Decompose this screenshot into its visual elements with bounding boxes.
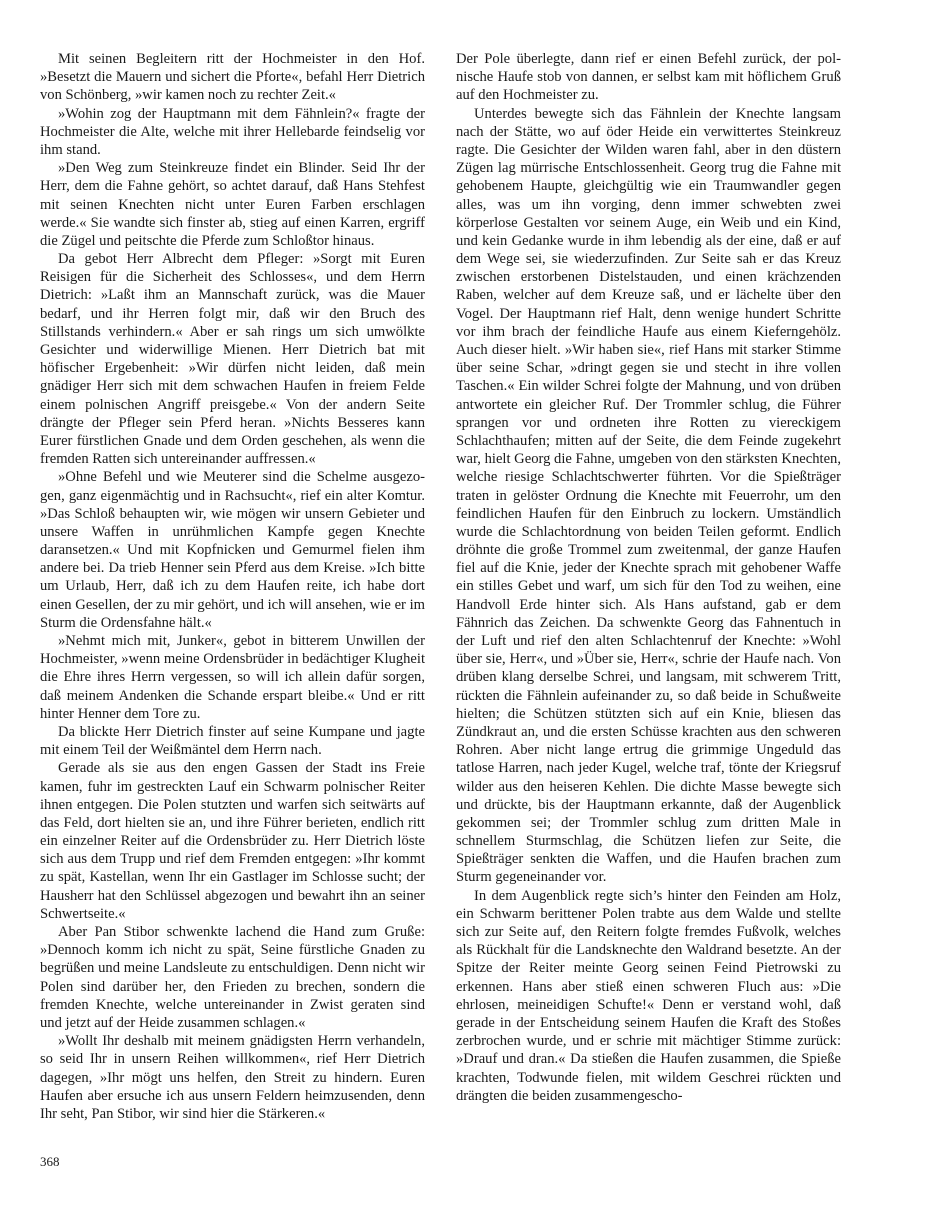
paragraph: Aber Pan Stibor schwenkte lachend die Hand zum Gruße: »Dennoch komm ich nicht zu spät, Seine fürstliche Gnaden zu begrüßen und meine Landsleute zu entschuldigen. Denn nicht wir Polen sind darüber her, den Frieden zu brechen, sondern die fremden Knechte, welche untereinander in Zwist geraten sind und jetzt auf der Heide zusammen schlagen.« [40,924,425,1031]
paragraph: »Wollt Ihr deshalb mit meinem gnädigsten Herrn verhandeln, so seid Ihr in unsern Reihen willkommen«, rief Herr Dietrich dagegen, »Ihr mögt uns helfen, den Streit zu hindern. Euren Haufen aber ersuche ich aus unsern Feldern heimzusenden, denn Ihr seht, Pan Stibor, wir sind hier die Stärkeren.« [40,1033,425,1122]
paragraph: »Den Weg zum Steinkreuze findet ein Blinder. Seid Ihr der Herr, dem die Fahne gehört, so achtet darauf, daß Hans Stehfest mit seinen Knechten nicht unter Euren Farben erschlagen werde.« Sie wandte sich finster ab, stieg auf einen Karren, ergriff die Zügel und peitschte die Pferde zum Schloßtor hinaus. [40,160,425,249]
paragraph: Da blickte Herr Dietrich finster auf seine Kumpane und jagte mit einem Teil der Weißmäntel dem Herrn nach. [40,723,425,759]
paragraph-continued: Der Pole überlegte, dann rief er einen Befehl zurück, der polnische Haufe stob von dannen, er selbst kam mit höflichem Gruß auf den Hochmeister zu. [456,51,841,104]
right-column [456,50,841,1105]
paragraph: Da gebot Herr Albrecht dem Pfleger: »Sorgt mit Euren Reisigen für die Sicherheit des Schlosses«, und dem Herrn Dietrich: »Laßt ihm an Mannschaft zurück, was die Mauer bedarf, und ihr Herren folgt mir, daß wir den Bruch des Stillstands verhindern.« Aber er sah rings um sich umwölkte Gesichter und widerwillige Mienen. Herr Dietrich bat mit höfischer Ergebenheit: »Wir dürfen nicht leiden, daß mein gnädiger Herr sich mit dem schwachen Haufen in freiem Felde einem polnischen Angriff preisgebe.« Von der andern Seite drängte der Pfleger sein Pferd heran. »Nichts Besseres kann Eurer fürstlichen Gnade und dem Orden geschehen, als wenn die fremden Ratten sich untereinander auffressen.« [40,251,425,468]
paragraph: In dem Augenblick regte sich’s hinter den Feinden am Holz, ein Schwarm berittener Polen trabte aus dem Walde und stellte sich zur Seite auf, den Reitern folgte fremdes Fußvolk, welches als Rückhalt für die Landsknechte den Waldrand besetzte. An der Spitze der Reiter meinte Georg seinen Feind Pietrowski zu erkennen. Hans aber stieß einen schweren Fluch aus: »Die ehrlosen, meineidigen Schufte!« Denn er verstand wohl, daß gerade in der Entscheidung seinem Haufen die Kraft des Stoßes zerbrochen wurde, und er schrie mit mächtiger Stimme zurück: »Drauf und dran.« Da stießen die Haufen zusammen, die Spieße krachten, Todwunde fielen, mit wildem Geschrei rückten und drängten die beiden zusammengescho- [456,887,841,1104]
paragraph: Gerade als sie aus den engen Gassen der Stadt ins Freie kamen, fuhr im gestreckten Lauf ein Schwarm polnischer Reiter ihnen entgegen. Die Polen stutzten und warfen sich seitwärts auf das Feld, dort hielten sie an, und ihre Führer berieten, endlich ritt ein einzelner Reiter auf die Ordensbrüder zu. Herr Dietrich löste sich aus dem Trupp und rief dem Fremden entgegen: »Ihr kommt zu spät, Kastellan, wenn Ihr ein Gastlager im Schlosse sucht; der Hausherr hat den Schlüssel abgezogen und bewahrt ihn an seiner Schwertseite.« [40,760,425,922]
left-column [40,50,425,1123]
page-number: 368 [40,1154,60,1169]
paragraph: »Ohne Befehl und wie Meuterer sind die Schelme ausgezogen, ganz eigenmächtig und in Rachsucht«, rief ein alter Komtur. »Das Schloß behaupten wir, wie mögen wir unsern Gebieter und unsere Waffen in unrühmlichen Kampfe gegen Knechte daransetzen.« Und mit Kopfnicken und Gemurmel fielen ihm andere bei. Da trieb Henner sein Pferd aus dem Kreise. »Ich bitte um Urlaub, Herr, daß ich zu dem Haufen reite, ich habe dort einen Gesellen, der zu mir gehört, und ich will ansehen, wie er im Sturm die Ordensfahne hält.« [40,469,425,631]
paragraph: Unterdes bewegte sich das Fähnlein der Knechte langsam nach der Stätte, wo auf öder Heide ein verwittertes Steinkreuz ragte. Die Gesichter der Wilden waren fahl, aber in den düstern Zügen lag mürrische Entschlossenheit. Georg trug die Fahne mit gehobenem Haupte, gleichgültig wie ein Traumwandler gegen alles, was um ihn vorging, denn immer schwebten zwei körperlose Gestalten vor seinem Auge, ein Weib und ein Kind, und kein Gedanke wurde in ihm lebendig als der eine, daß er auf dem Wege sei, sie wiederzufinden. Zur Seite sah er das Kreuz zwischen erstorbenen Distelstauden, und einen krächzenden Raben, welcher auf dem Kreuze saß, und er lächelte über den Vogel. Der Hauptmann rief Halt, denn wenige hundert Schritte vor ihm brach der feindliche Haufe aus einem Kieferngehölz. Auch dieser hielt. »Wir haben sie«, rief Hans mit starker Stimme über seine Schar, »dringt gegen sie und stecht in ihre vollen Taschen.« Ein wilder Schrei folgte der Mahnung, und von drüben antwortete ein gleicher Ruf. Der Trommler schlug, die Führer sprangen vor und ordneten ihre Rotten zu viereckigem Schlachthaufen; mitten auf der Seite, die dem Feinde zugekehrt war, hielt Georg die Fahne, umgeben von den stärksten Knechten, welche riesige Schlachtschwerter führten. Vor die Spießträger traten in gelöster Ordnung die Knechte mit Feuerrohr, um den feindlichen Haufen für den Einbruch zu lockern. Umständlich wurde die Schlachtordnung von beiden Teilen geformt. Endlich dröhnte die große Trommel zum zweitenmal, der ganze Haufen fiel auf die Knie, jeder der Knechte sprach mit gehobener Waffe ein stilles Gebet und warf, um sich für den Tod zu weihen, eine Handvoll Erde hinter sich. Als Hans aufstand, gab er dem Fähnrich das Zeichen. Da schwenkte Georg das Fahnentuch in der Luft und rief den alten Schlachtenruf der Knechte: »Wohl über sie, Herr«, und »Über sie, Herr«, schrie der Haufe nach. Von drüben klang derselbe Schrei, und langsam, mit schwerem Tritt, rückten die Fähnlein aufeinander zu, so daß beide in Schußweite hielten; die Schützen stützten sich auf ein Knie, bliesen das Zündkraut an, und die ersten Schüsse krachten aus den schweren Rohren. Aber nicht lange ertrug die grimmige Ungeduld das tatlose Harren, nach jeder Kugel, welche traf, tönte der Kriegsruf wilder aus den heiseren Kehlen. Die dichte Masse bewegte sich und drückte, bis der Hauptmann erkannte, daß der Augenblick gekommen sei; der Trommler schlug zum dritten Male in schnellem Sturmschlag, die Schützen liefen zur Seite, die Spießträger senkten die Waffen, und die Haufen brachen zum Sturm gegeneinander vor. [456,105,841,886]
paragraph: Mit seinen Begleitern ritt der Hochmeister in den Hof. »Besetzt die Mauern und sichert die Pforte«, befahl Herr Dietrich von Schönberg, »wir kamen noch zu rechter Zeit.« [40,51,425,104]
paragraph: »Nehmt mich mit, Junker«, gebot in bitterem Unwillen der Hochmeister, »wenn meine Ordensbrüder in bedächtiger Klugheit die Ehre ihres Herrn vergessen, so will ich allein dafür sorgen, daß meinem Andenken die Schande erspart bleibe.« Und er ritt hinter Henner dem Tore zu. [40,633,425,722]
paragraph: »Wohin zog der Hauptmann mit dem Fähnlein?« fragte der Hochmeister die Alte, welche mit ihrer Hellebarde feindselig vor ihm stand. [40,105,425,158]
